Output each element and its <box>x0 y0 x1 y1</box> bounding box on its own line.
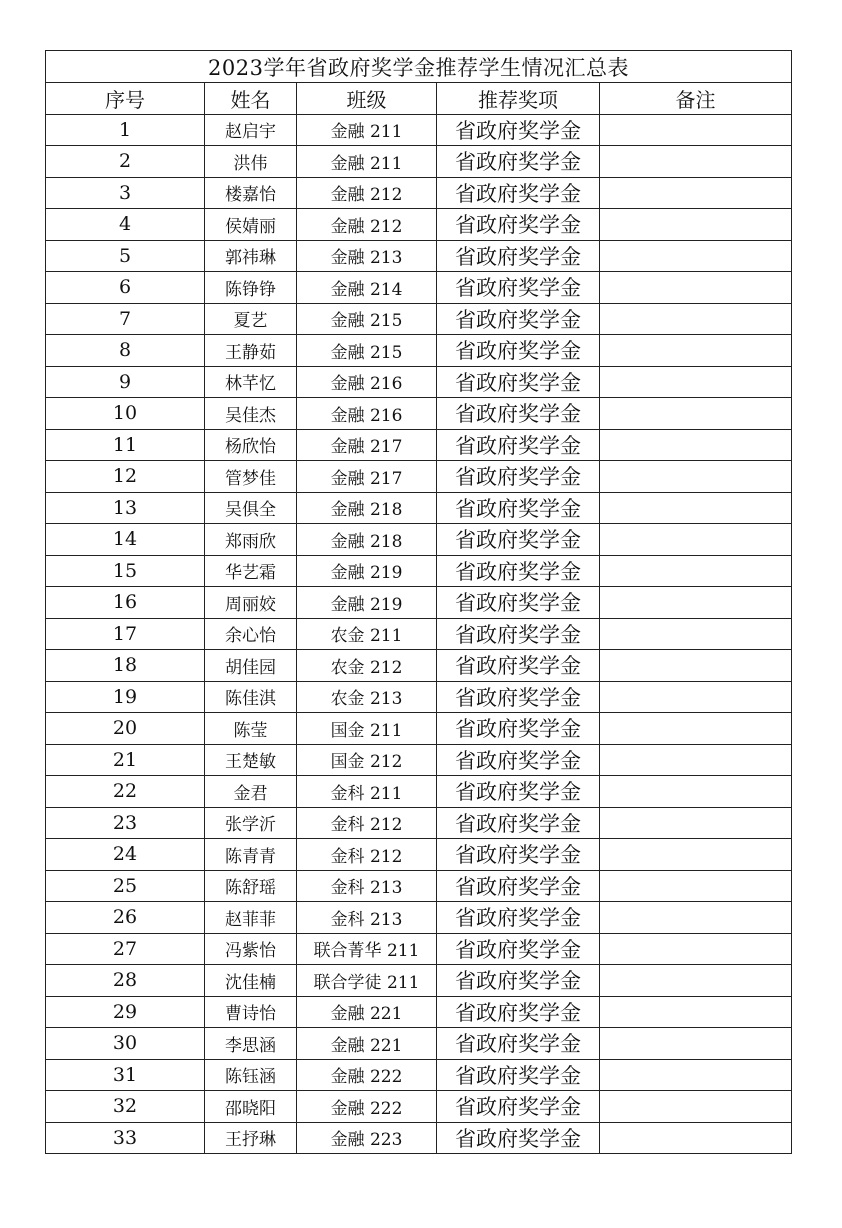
cell-no: 11 <box>46 429 205 461</box>
cell-award: 省政府奖学金 <box>437 209 600 241</box>
cell-no: 19 <box>46 681 205 713</box>
cell-no: 29 <box>46 996 205 1028</box>
cell-name: 吴俱全 <box>205 492 297 524</box>
cell-name: 曹诗怡 <box>205 996 297 1028</box>
cell-note <box>600 524 792 556</box>
table-row <box>46 713 792 745</box>
table-row <box>46 177 792 209</box>
header-award: 推荐奖项 <box>437 83 600 115</box>
cell-name: 华艺霜 <box>205 555 297 587</box>
cell-award: 省政府奖学金 <box>437 933 600 965</box>
table-row <box>46 681 792 713</box>
table-row <box>46 240 792 272</box>
cell-no: 16 <box>46 587 205 619</box>
cell-note <box>600 965 792 997</box>
cell-name: 李思涵 <box>205 1028 297 1060</box>
cell-name: 陈佳淇 <box>205 681 297 713</box>
cell-name: 张学沂 <box>205 807 297 839</box>
cell-class: 农金 213 <box>297 681 437 713</box>
cell-note <box>600 335 792 367</box>
cell-class: 金科 211 <box>297 776 437 808</box>
cell-note <box>600 618 792 650</box>
cell-award: 省政府奖学金 <box>437 996 600 1028</box>
table-row <box>46 1059 792 1091</box>
table-row <box>46 933 792 965</box>
cell-award: 省政府奖学金 <box>437 650 600 682</box>
cell-note <box>600 366 792 398</box>
cell-note <box>600 240 792 272</box>
cell-no: 13 <box>46 492 205 524</box>
cell-class: 国金 212 <box>297 744 437 776</box>
cell-name: 杨欣怡 <box>205 429 297 461</box>
cell-no: 4 <box>46 209 205 241</box>
table-row <box>46 209 792 241</box>
cell-award: 省政府奖学金 <box>437 240 600 272</box>
table-row <box>46 744 792 776</box>
cell-note <box>600 272 792 304</box>
cell-award: 省政府奖学金 <box>437 303 600 335</box>
cell-note <box>600 398 792 430</box>
cell-award: 省政府奖学金 <box>437 272 600 304</box>
cell-note <box>600 492 792 524</box>
cell-note <box>600 303 792 335</box>
cell-note <box>600 555 792 587</box>
cell-award: 省政府奖学金 <box>437 839 600 871</box>
header-class: 班级 <box>297 83 437 115</box>
cell-name: 周丽姣 <box>205 587 297 619</box>
table-row <box>46 587 792 619</box>
cell-no: 12 <box>46 461 205 493</box>
cell-no: 9 <box>46 366 205 398</box>
cell-award: 省政府奖学金 <box>437 776 600 808</box>
header-row <box>46 83 792 115</box>
title-row <box>46 51 792 83</box>
cell-note <box>600 177 792 209</box>
cell-name: 陈舒瑶 <box>205 870 297 902</box>
cell-class: 金融 215 <box>297 303 437 335</box>
cell-class: 金融 217 <box>297 429 437 461</box>
cell-no: 2 <box>46 146 205 178</box>
cell-award: 省政府奖学金 <box>437 870 600 902</box>
cell-class: 金融 213 <box>297 240 437 272</box>
cell-name: 邵晓阳 <box>205 1091 297 1123</box>
cell-name: 夏艺 <box>205 303 297 335</box>
cell-no: 31 <box>46 1059 205 1091</box>
cell-class: 金融 217 <box>297 461 437 493</box>
cell-name: 楼嘉怡 <box>205 177 297 209</box>
cell-name: 陈钰涵 <box>205 1059 297 1091</box>
cell-class: 金融 219 <box>297 587 437 619</box>
cell-award: 省政府奖学金 <box>437 587 600 619</box>
cell-class: 金科 213 <box>297 870 437 902</box>
cell-note <box>600 650 792 682</box>
cell-no: 10 <box>46 398 205 430</box>
cell-class: 金科 213 <box>297 902 437 934</box>
table-title: 2023学年省政府奖学金推荐学生情况汇总表 <box>46 51 792 83</box>
scholarship-summary-table <box>45 50 792 1154</box>
cell-class: 金融 215 <box>297 335 437 367</box>
cell-note <box>600 902 792 934</box>
cell-class: 联合菁华 211 <box>297 933 437 965</box>
table-row <box>46 618 792 650</box>
cell-award: 省政府奖学金 <box>437 902 600 934</box>
cell-award: 省政府奖学金 <box>437 1122 600 1154</box>
cell-name: 王楚敏 <box>205 744 297 776</box>
cell-name: 陈青青 <box>205 839 297 871</box>
cell-name: 金君 <box>205 776 297 808</box>
cell-name: 郭祎琳 <box>205 240 297 272</box>
cell-note <box>600 1059 792 1091</box>
cell-no: 20 <box>46 713 205 745</box>
cell-no: 3 <box>46 177 205 209</box>
cell-award: 省政府奖学金 <box>437 492 600 524</box>
table-row <box>46 555 792 587</box>
table-row <box>46 870 792 902</box>
cell-award: 省政府奖学金 <box>437 146 600 178</box>
cell-award: 省政府奖学金 <box>437 335 600 367</box>
table-row <box>46 492 792 524</box>
cell-class: 金融 221 <box>297 996 437 1028</box>
cell-class: 金融 218 <box>297 492 437 524</box>
table-row <box>46 650 792 682</box>
table-row <box>46 272 792 304</box>
cell-name: 赵菲菲 <box>205 902 297 934</box>
header-no: 序号 <box>46 83 205 115</box>
cell-note <box>600 870 792 902</box>
table-row <box>46 429 792 461</box>
cell-name: 吴佳杰 <box>205 398 297 430</box>
cell-note <box>600 146 792 178</box>
cell-note <box>600 1091 792 1123</box>
cell-class: 金融 216 <box>297 398 437 430</box>
cell-name: 洪伟 <box>205 146 297 178</box>
cell-no: 21 <box>46 744 205 776</box>
table-row <box>46 996 792 1028</box>
table-row <box>46 1091 792 1123</box>
cell-award: 省政府奖学金 <box>437 744 600 776</box>
cell-award: 省政府奖学金 <box>437 366 600 398</box>
table-row <box>46 902 792 934</box>
cell-class: 国金 211 <box>297 713 437 745</box>
table-row <box>46 146 792 178</box>
cell-note <box>600 114 792 146</box>
cell-name: 赵启宇 <box>205 114 297 146</box>
table-row <box>46 776 792 808</box>
cell-no: 30 <box>46 1028 205 1060</box>
cell-name: 管梦佳 <box>205 461 297 493</box>
cell-class: 金融 216 <box>297 366 437 398</box>
cell-award: 省政府奖学金 <box>437 681 600 713</box>
cell-no: 14 <box>46 524 205 556</box>
cell-name: 沈佳楠 <box>205 965 297 997</box>
table-row <box>46 398 792 430</box>
table-row <box>46 461 792 493</box>
cell-note <box>600 713 792 745</box>
cell-note <box>600 744 792 776</box>
table-row <box>46 839 792 871</box>
cell-class: 金融 222 <box>297 1091 437 1123</box>
header-note: 备注 <box>600 83 792 115</box>
cell-no: 15 <box>46 555 205 587</box>
cell-note <box>600 461 792 493</box>
cell-name: 郑雨欣 <box>205 524 297 556</box>
cell-note <box>600 839 792 871</box>
cell-no: 26 <box>46 902 205 934</box>
cell-note <box>600 209 792 241</box>
cell-no: 33 <box>46 1122 205 1154</box>
cell-name: 王抒琳 <box>205 1122 297 1154</box>
cell-no: 32 <box>46 1091 205 1123</box>
cell-award: 省政府奖学金 <box>437 807 600 839</box>
cell-class: 金融 219 <box>297 555 437 587</box>
cell-class: 金融 211 <box>297 146 437 178</box>
table-row <box>46 1028 792 1060</box>
cell-no: 22 <box>46 776 205 808</box>
table-row <box>46 1122 792 1154</box>
cell-no: 28 <box>46 965 205 997</box>
cell-no: 7 <box>46 303 205 335</box>
cell-name: 侯婧丽 <box>205 209 297 241</box>
cell-name: 胡佳园 <box>205 650 297 682</box>
cell-no: 6 <box>46 272 205 304</box>
cell-name: 冯紫怡 <box>205 933 297 965</box>
cell-class: 联合学徒 211 <box>297 965 437 997</box>
cell-no: 1 <box>46 114 205 146</box>
cell-award: 省政府奖学金 <box>437 618 600 650</box>
cell-award: 省政府奖学金 <box>437 177 600 209</box>
cell-award: 省政府奖学金 <box>437 461 600 493</box>
cell-award: 省政府奖学金 <box>437 1091 600 1123</box>
table-row <box>46 335 792 367</box>
cell-award: 省政府奖学金 <box>437 429 600 461</box>
cell-name: 林芊忆 <box>205 366 297 398</box>
cell-no: 5 <box>46 240 205 272</box>
cell-no: 25 <box>46 870 205 902</box>
cell-no: 23 <box>46 807 205 839</box>
cell-note <box>600 807 792 839</box>
cell-class: 金融 212 <box>297 209 437 241</box>
cell-class: 金融 223 <box>297 1122 437 1154</box>
cell-award: 省政府奖学金 <box>437 713 600 745</box>
cell-no: 27 <box>46 933 205 965</box>
cell-class: 金科 212 <box>297 807 437 839</box>
cell-note <box>600 681 792 713</box>
cell-no: 24 <box>46 839 205 871</box>
cell-name: 陈铮铮 <box>205 272 297 304</box>
cell-class: 金融 222 <box>297 1059 437 1091</box>
cell-no: 18 <box>46 650 205 682</box>
table-row <box>46 807 792 839</box>
cell-class: 金融 212 <box>297 177 437 209</box>
cell-award: 省政府奖学金 <box>437 398 600 430</box>
cell-no: 17 <box>46 618 205 650</box>
cell-class: 农金 212 <box>297 650 437 682</box>
cell-class: 金融 221 <box>297 1028 437 1060</box>
cell-class: 金融 218 <box>297 524 437 556</box>
cell-name: 陈莹 <box>205 713 297 745</box>
table-row <box>46 524 792 556</box>
cell-name: 余心怡 <box>205 618 297 650</box>
cell-no: 8 <box>46 335 205 367</box>
table-body <box>46 114 792 1154</box>
table-row <box>46 366 792 398</box>
cell-award: 省政府奖学金 <box>437 524 600 556</box>
cell-note <box>600 776 792 808</box>
cell-note <box>600 587 792 619</box>
table-row <box>46 114 792 146</box>
cell-note <box>600 429 792 461</box>
cell-award: 省政府奖学金 <box>437 114 600 146</box>
table-row <box>46 965 792 997</box>
cell-award: 省政府奖学金 <box>437 1059 600 1091</box>
cell-note <box>600 1028 792 1060</box>
table-row <box>46 303 792 335</box>
cell-note <box>600 933 792 965</box>
cell-award: 省政府奖学金 <box>437 965 600 997</box>
cell-note <box>600 996 792 1028</box>
cell-note <box>600 1122 792 1154</box>
cell-award: 省政府奖学金 <box>437 555 600 587</box>
cell-class: 金融 214 <box>297 272 437 304</box>
cell-class: 金融 211 <box>297 114 437 146</box>
header-name: 姓名 <box>205 83 297 115</box>
cell-award: 省政府奖学金 <box>437 1028 600 1060</box>
cell-class: 金科 212 <box>297 839 437 871</box>
cell-class: 农金 211 <box>297 618 437 650</box>
cell-name: 王静茹 <box>205 335 297 367</box>
